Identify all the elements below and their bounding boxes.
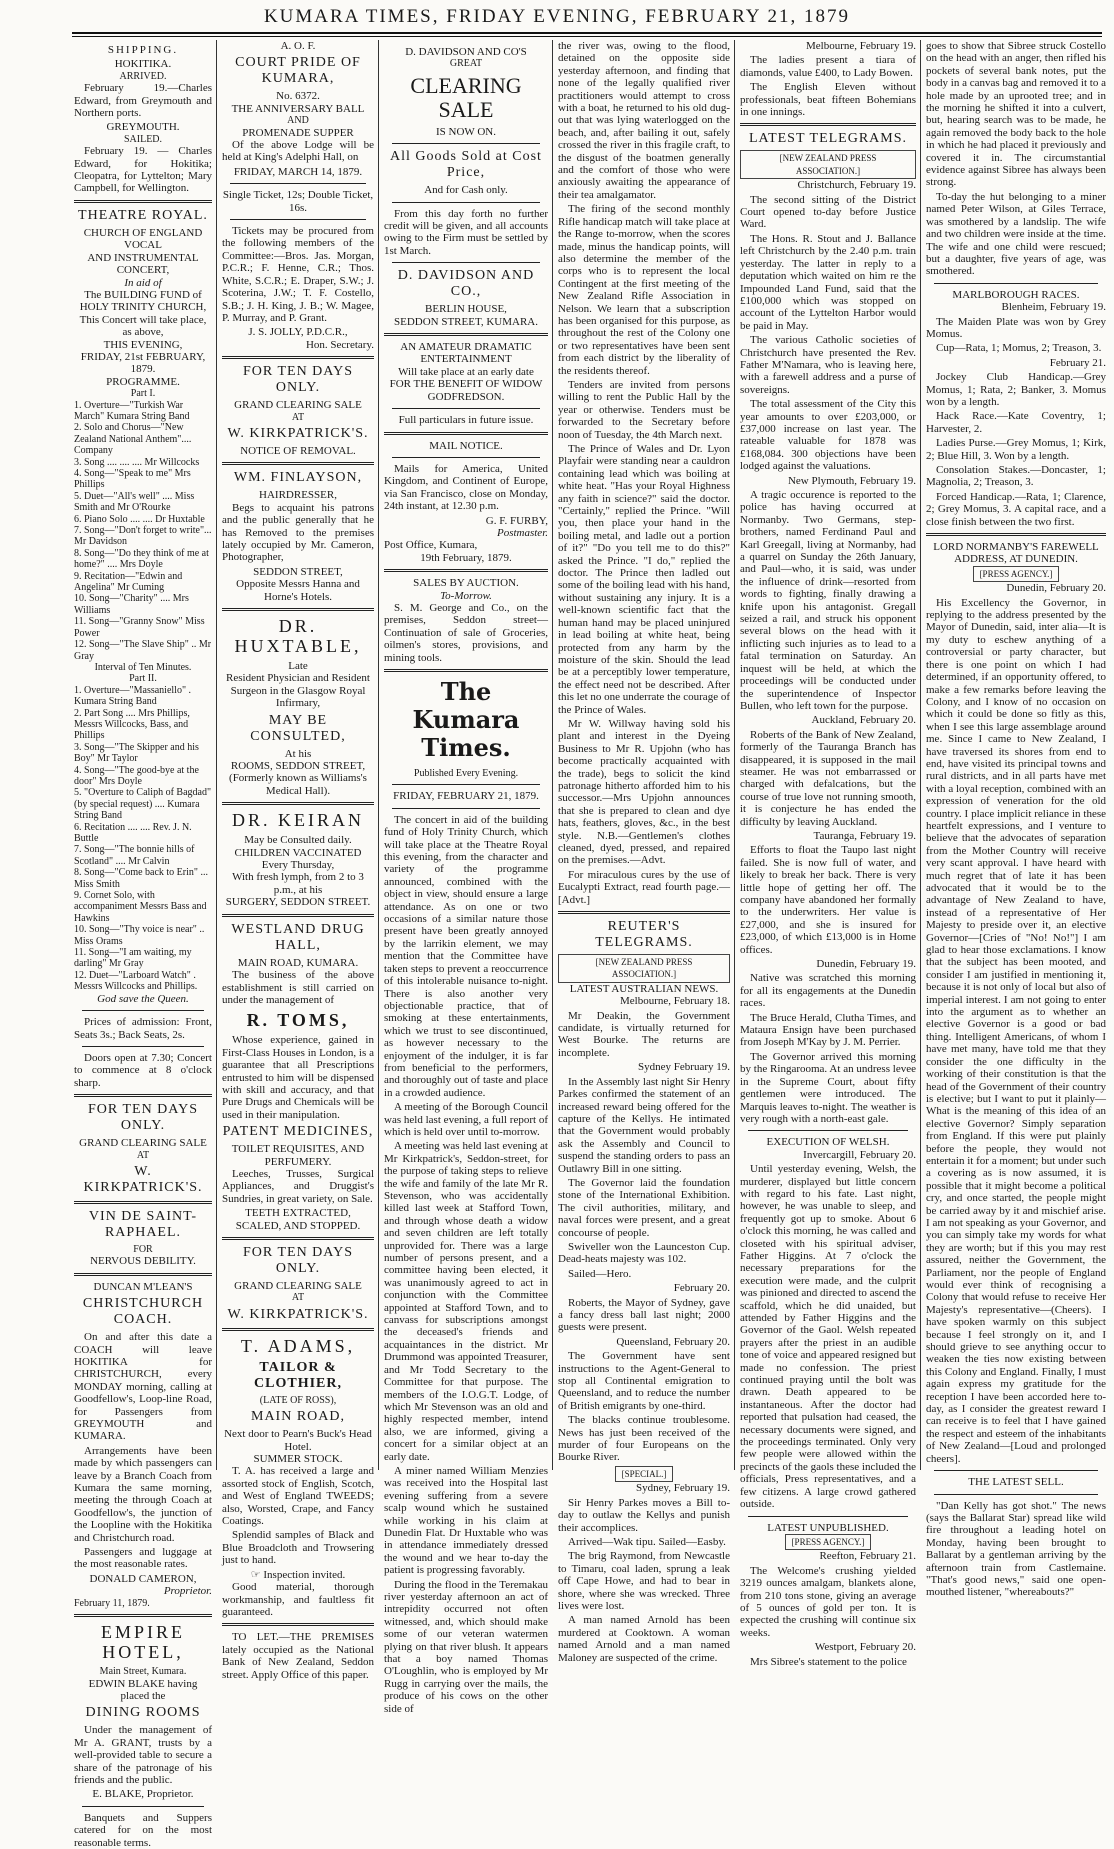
divider	[748, 1516, 908, 1517]
divider	[392, 202, 540, 203]
programme-item: 6. Piano Solo .... .... Dr Huxtable	[74, 513, 205, 525]
programme-item: 1. Overture—"Massaniello" . Kumara String Band	[74, 684, 192, 708]
inspection-invited	[222, 1569, 374, 1581]
for-text: FOR	[133, 1243, 153, 1255]
hon-secretary: Hon. Secretary.	[305, 338, 374, 351]
benefit-text: FOR THE BENEFIT OF WIDOW GODFREDSON.	[389, 378, 543, 403]
e-blake-proprietor: E. BLAKE, Proprietor.	[92, 1788, 194, 1801]
news-item: A tragic occurence is reported to the police has having occurred at Normanby. Two Germans, step-brothers, named Ferdinand Paul and Karl Greegall, living at Normanby, had a quarrel on Sunday the 26th January, and Paul—who, it is said, was under the influence of drink—resorted from words to fighting, finally drawing a knife upon his antagonist. Gregall seized a rail, and struck his opponent several blows on the head with it inflicting such injuries as to lead to a fatal termination on Saturday. An inquest will be held, at which the proceedings will be conducted under the superintendence of Inspector Bullen, who left town for the purpose.	[740, 489, 916, 712]
inspection-text: Inspection invited.	[263, 1568, 346, 1581]
divider	[74, 1614, 212, 1617]
mail-notice: MAIL NOTICE.	[429, 439, 503, 452]
race-result: Ladies Purse.—Grey Momus, 1; Kirk, 2; Blue Hill, 3. Won by a length.	[926, 437, 1106, 462]
dateline: Auckland, February 20.	[811, 714, 916, 727]
programme-item: 4. Song—"The good-bye at the door" Mrs Doyle	[74, 764, 199, 787]
adams-heading: T. ADAMS,	[240, 1335, 356, 1356]
tomorrow-label: To-Morrow.	[440, 589, 492, 602]
column-separator	[734, 40, 735, 1470]
press-association-label: [NEW ZEALAND PRESS ASSOCIATION.]	[740, 150, 916, 179]
concert-date: FRIDAY, 21st FEBRUARY, 1879.	[80, 350, 206, 376]
dateline: Melbourne, February 18.	[620, 995, 730, 1008]
great-text: GREAT	[449, 58, 483, 70]
will-take-place: Will take place at an early date	[398, 365, 534, 378]
at-text: AT	[291, 1292, 305, 1304]
ball-date: FRIDAY, MARCH 14, 1879.	[233, 165, 363, 178]
divider	[222, 462, 374, 465]
programme-item: 3. Song .... .... .... Mr Willcocks	[74, 456, 200, 468]
divider	[392, 808, 540, 809]
news-item: The Bruce Herald, Clutha Times, and Mataura Ensign have been purchased from Joseph M'Kay by J. M. Perrier.	[740, 1011, 916, 1049]
clearing-sale-text: GRAND CLEARING SALE	[79, 1137, 207, 1150]
news-item: Sailed—Hero.	[568, 1267, 632, 1280]
news-item: To-day the hut belonging to a miner named Peter Wilson, at Giles Terrace, was smothered by a landslip. The wife and two children were inside at the time. The wife and one child were rescued; but a daughter, five years of age, was smothered.	[926, 190, 1106, 278]
divider	[222, 802, 374, 805]
masthead: KUMARA TIMES, FRIDAY EVENING, FEBRUARY 21, 1879	[263, 6, 851, 27]
davidson-heading: D. DAVIDSON AND CO'S	[405, 46, 527, 58]
news-item: Mr Deakin, the Government candidate, is virtually returned for West Bourke. The returns are incomplete.	[558, 1009, 730, 1059]
latest-australian: LATEST AUSTRALIAN NEWS.	[569, 982, 719, 995]
news-item: In the Assembly last night Sir Henry Parkes confirmed the statement of an increased reward being offered for the capture of the Kellys. He intimated that the Government would probably ask the Assembly and Council to suspend the standing orders to pass an Outlawry Bill in one sitting.	[558, 1075, 730, 1175]
now-on-text: IS NOW ON.	[436, 125, 496, 138]
banquets-text: Banquets and Suppers catered for on the most reasonable terms.	[74, 1811, 212, 1849]
children-vaccinated: CHILDREN VACCINATED	[234, 846, 362, 859]
divider	[384, 569, 548, 572]
ten-days-heading: FOR TEN DAYS ONLY.	[242, 364, 354, 396]
dateline: February 21.	[1049, 356, 1106, 369]
press-association-label: [NEW ZEALAND PRESS ASSOCIATION.]	[558, 954, 730, 983]
programme-item: 2. Solo and Chorus—"New Zealand National Anthem".... Company	[74, 422, 192, 457]
latest-unpublished: LATEST UNPUBLISHED.	[767, 1521, 889, 1534]
sales-auction: SALES BY AUCTION.	[413, 577, 519, 590]
adams-stock-text: T. A. has received a large and assorted stock of English, Scotch, and West of England TWEEDS; also, Worsted, Crape, and Fancy Coatings.	[222, 1465, 374, 1528]
edwin-blake-text: EDWIN BLAKE having placed the	[88, 1677, 198, 1702]
programme-part-1	[74, 400, 212, 662]
dateline: Westport, February 20.	[814, 1641, 916, 1654]
divider	[934, 1470, 1098, 1471]
news-item: Arrived—Wak tipu. Sailed—Easby.	[568, 1535, 726, 1548]
coach-heading: CHRISTCHURCH COACH.	[82, 1296, 204, 1328]
news-item: The ladies present a tiara of diamonds, value £400, to Lady Bowen.	[740, 54, 916, 79]
divider	[82, 1010, 204, 1011]
promenade-supper: PROMENADE SUPPER	[242, 126, 354, 139]
race-result: Consolation Stakes.—Doncaster, 1; Magnolia, 2; Treason, 3.	[926, 464, 1106, 489]
programme-item: 5. Duet—"All's well" .... Miss Smith and Mr O'Rourke	[74, 490, 195, 514]
main-road-kumara: MAIN ROAD, KUMARA.	[237, 956, 359, 969]
aof-heading: A. O. F.	[280, 40, 316, 52]
vin-heading: VIN DE SAINT-RAPHAEL.	[88, 1208, 198, 1240]
column-separator	[920, 40, 921, 1470]
divider	[230, 219, 366, 220]
news-item: The total assessment of the City this year amounts to over £203,000, or £37,000 increase on last year. The rateable valuable for 1878 was £168,084. 300 objections have been lodged against the valuations.	[740, 398, 916, 473]
post-office: Post Office, Kumara,	[384, 539, 478, 552]
news-item: The blacks continue troublesome. News has just been received of the murder of four Europeans on the Bourke River.	[558, 1414, 730, 1464]
programme-heading: PROGRAMME.	[106, 375, 180, 388]
divider	[384, 432, 548, 435]
dateline: Reefton, February 21.	[819, 1550, 916, 1563]
programme-item: 7. Song—"Don't forget to write"... Mr Davidson	[74, 525, 212, 548]
amateur-dramatic: AN AMATEUR DRAMATIC ENTERTAINMENT	[400, 341, 532, 366]
divider	[222, 1237, 374, 1240]
news-item: Sir Henry Parkes moves a Bill to-day to outlaw the Kellys and punish their accomplices.	[558, 1496, 730, 1534]
news-item: The various Catholic societies of Christchurch have presented the Rev. Father M'Namara, who is leaving here, with a farewell address and a purse of sovereigns.	[740, 334, 916, 396]
divider	[74, 200, 212, 203]
divider	[740, 123, 916, 126]
marlborough-races: MARLBOROUGH RACES.	[952, 288, 1080, 301]
race-result: Jockey Club Handicap.—Grey Momus, 1; Rata, 2; Banker, 3. Momus won by a length.	[926, 371, 1106, 408]
programme-item: 2. Part Song .... Mrs Phillips, Messrs Willcocks, Bass, and Phillips	[74, 707, 190, 742]
god-save-queen: God save the Queen.	[97, 992, 189, 1005]
clearing-sale-text: GRAND CLEARING SALE	[234, 399, 362, 412]
special-label: [SPECIAL.]	[615, 1466, 674, 1482]
latest-telegrams-heading: LATEST TELEGRAMS.	[748, 131, 908, 147]
postmaster-label: Postmaster.	[496, 526, 548, 539]
column-separator	[552, 40, 553, 1470]
programme-item: 9. Recitation—"Edwin and Angelina" Mr Cuming	[74, 570, 183, 594]
latest-sell-heading: THE LATEST SELL.	[968, 1476, 1064, 1489]
dateline: Blenheim, February 19.	[1001, 301, 1106, 314]
news-item: The Governor arrived this morning by the Ringarooma. At an undress levee in the Supreme Court, about fifty gentlemen were introduced. The Marquis leaves to-night. The weather is very rough with a north-east gale.	[740, 1050, 916, 1125]
court-number: No. 6372.	[276, 90, 320, 103]
tickets-text: Tickets may be procured from the following members of the Committee:—Bros. Jas. Morgan, P.C.R.; F. Henne, C.R.; Thos. White, S.C.R.; E. Draper, S.W.; J. Scoterina, J.W.; T. F. Costello, S.B.; J. H. King, J. B.; W. Magee, P. Murray, and P. Grant.	[222, 225, 374, 324]
consulted-daily: May be Consulted daily.	[244, 834, 352, 847]
sailed-text: February 19. — Charles Edward, for Hokitika; Cleopatra, for Lyttelton; Mary Campbell, for Wellington.	[74, 145, 212, 195]
race-result: Forced Handicap.—Rata, 1; Clarence, 2; Grey Momus, 3. A capital race, and a close finish between the two first.	[926, 490, 1106, 528]
dateline: Sydney February 19.	[638, 1061, 730, 1074]
george-text: S. M. George and Co., on the premises, Seddon street—Continuation of sale of Groceries, oilmen's stores, provisions, and mining tools.	[384, 601, 548, 664]
race-result: The Maiden Plate was won by Grey Momus.	[926, 315, 1106, 340]
normanby-heading: LORD NORMANBY'S FAREWELL ADDRESS, AT DUNEDIN.	[933, 541, 1099, 566]
news-item: The brig Raymond, from Newcastle to Timaru, coal laden, sprung a leak off Cape Howe, and had to bear in shore, where she was wrecked. Three lives were lost.	[558, 1550, 730, 1612]
news-item: The Governor laid the foundation stone of the International Exhibition. The civil authorities, military, and naval forces were present, and a great concourse of people.	[558, 1176, 730, 1239]
shipping-heading: SHIPPING.	[107, 44, 179, 56]
anniversary-ball: THE ANNIVERSARY BALL	[231, 102, 365, 115]
leeches-text: Leeches, Trusses, Surgical Appliances, and Druggist's Sundries, in great variety, on Sale.	[222, 1167, 374, 1205]
editorial-paragraph: A meeting of the Borough Council was held last evening, a full report of which is held over until to-morrow.	[384, 1101, 548, 1138]
news-item: goes to show that Sibree struck Costello on the head with an anger, then rifled his pockets of several bank notes, put the body in a canvas bag and removed it to a hole made by an uprooted tree; and in the morning he shifted it into a culvert, but, hearing search was to be made, he again removed the body back to the hole in which he had placed it previously and covered it in. The circumstantial evidence against Sibree has always been strong.	[926, 40, 1106, 189]
dateline: Dunedin, February 19.	[816, 958, 916, 971]
race-result: Hack Race.—Kate Coventry, 1; Harvester, 2.	[926, 410, 1106, 435]
mails-text: Mails for America, United Kingdom, and Continent of Europe, via San Francisco, close on Monday, 24th instant, at 12.30 p.m.	[384, 462, 548, 513]
at-text: AT	[291, 411, 305, 423]
westland-drug-hall-heading: WESTLAND DRUG HALL,	[231, 921, 365, 953]
masthead-rule-thin	[72, 36, 1102, 37]
divider	[74, 1201, 212, 1204]
hairdresser-label: HAIRDRESSER,	[259, 489, 337, 502]
divider	[934, 283, 1098, 284]
jolly-name: J. S. JOLLY, P.D.C.R.,	[248, 326, 348, 339]
news-paragraph: The Prince of Wales and Dr. Lyon Playfair were standing near a cauldron containing lead which was boiling at white heat. "Has your Royal Highness any faith in science?" said the doctor. "Certainly," replied the Prince. "Will you, then place your hand in the boiling metal, and ladle out a portion of it?" "Do you tell me to do this?" asked the Prince. "I do," replied the doctor. The Prince then ladled out some of the boiling lead with his hand, without sustaining any injury. It is a well-known scientific fact that the human hand may be placed uninjured in lead boiling at white heat, being protected from any harm by the moisture of the skin. Should the lead be at a perceptibly lower temperature, the effect need not be described. After this let no one underrate the courage of the Prince of Wales.	[558, 443, 730, 716]
may-be-consulted: MAY BE CONSULTED,	[250, 712, 346, 744]
furby-name: G. F. FURBY,	[485, 514, 548, 527]
programme-item: 3. Song—"The Skipper and his Boy" Mr Taylor	[74, 741, 199, 765]
divider	[222, 356, 374, 359]
nervous-debility: NERVOUS DEBILITY.	[90, 1255, 196, 1268]
programme-item: 8. Song—"Do they think of me at home?" .... Mrs Doyle	[74, 547, 209, 571]
divider	[934, 1494, 1098, 1495]
ten-days-heading: FOR TEN DAYS ONLY.	[87, 1102, 199, 1134]
reuters-heading: REUTER'S TELEGRAMS.	[595, 919, 693, 951]
cash-only-text: And for Cash only.	[424, 184, 508, 197]
news-item: The English Eleven without professionals, beat fifteen Bohemians in one innings.	[740, 81, 916, 119]
divider	[384, 333, 548, 336]
column-separator	[216, 40, 217, 1470]
in-aid-text: In aid of	[124, 276, 162, 289]
divider	[384, 669, 548, 672]
divider	[222, 914, 374, 917]
adams-samples-text: Splendid samples of Black and Blue Broadcloth and Trowsering just to hand.	[222, 1529, 374, 1567]
programme-item: 12. Song—"The Slave Ship" .. Mr Gray	[74, 639, 212, 662]
column-4	[558, 40, 730, 1664]
programme-item: 4. Song—"Speak to me" Mrs Phillips	[74, 468, 191, 491]
divider	[558, 911, 730, 914]
divider	[82, 1806, 204, 1807]
every-thursday: Every Thursday,	[261, 859, 335, 872]
berlin-house: BERLIN HOUSE,	[425, 303, 507, 316]
news-item: Until yesterday evening, Welsh, the murderer, displayed but little concern with regard to his fate. Last night, however, he was unable to sleep, and frequently got up to smoke. About 6 o'clock this morning, he was called and closeted with his spiritual adviser, Father Higgins. At 7 o'clock the necessary preparations for the execution were made, and the culprit was pinioned and directed to ascend the scaffold, which he did unaided, but attended by Father Higgins and the Governor of the Gaol. Welsh repeated prayers after the priest in an audible tone of voice and appeared resigned but made no confession. The priest continued praying until the bolt was drawn. Death appeared to be instantaneous. After the doctor had reported that pulsation had ceased, the necessary documents were signed, and the proceedings terminated. Only very few people were allowed within the precincts of the gaols these included the officials, Press representatives, and a few citizens. A large crowd gathered outside.	[740, 1163, 916, 1511]
workmanship-text: Good material, thorough workmanship, and faultless fit guaranteed.	[222, 1581, 374, 1618]
governor-speech: His Excellency the Governor, in replying to the address presented by the Mayor of Dunedin, said, inter alia—It is my duty to eschew anything of a controversial or party character, but there is one point on which I had determined, if an opportunity offered, to make a few remarks before leaving the Colony, and I know of no occasion on which it could be done so fitly as this, when I see this large assemblage around me. Since I came to New Zealand, I have traversed its shores from end to end, have visited its principal towns and rural districts, and in all parts have met with a loyal reception, combined with an expression of veneration for the old country. I place implicit reliance in these heartfelt expressions, and I venture to believe that the advocates of separation from the Mother Country will receive very scant approval. I have heard with much regret that of late it has been advocated that it would be to the advantage of New Zealand to have, instead of a representative of Her Majesty to preside over it, an elective Governor—[Cries of "No! No!"] I am glad to hear those exclamations. I know that the subject has been mooted, and consider I am justified in mentioning it, because it is not only of local but also of imperial interest. I am not going to enter into the argument as to whether an elective Governor is a good or bad thing. Intelligent Americans, of whom I have met many, have told me that they consider the one difficulty in the working of their constitution is that the head of the Government of their country is elective; but I want to put it plainly—What is the meaning of this idea of an elective Governor? Simply separation from England. If this were put plainly before the people, they would not entertain it for a moment; but under such a covering as is now assumed, it is possible that it might become a political cry, and once started, the people might be carried away by it and mischief arise. I am not speaking as your Governor, and you can simply take my words for what they are worth; but if this you may rest assured, neither the Government, the Parliament, nor the people of England would ever think of recognising a Colony that would refuse to receive Her Majesty's representative—(Cheers). I have spoken warmly on this subject because I feel strongly on it, and I should grieve to see anything occur to weaken the ties now existing between this Colony and England. Finally, I must again express my gratitude for the reception I have been accorded here to-day, as I consider the greatest reward I can receive is to feel that I have gained the respect and esteem of the inhabitants of New Zealand—[Loud and prolonged cheers].	[926, 596, 1106, 1465]
divider	[926, 533, 1106, 536]
part-2-heading: Part II.	[129, 673, 157, 685]
column-5	[740, 40, 916, 1668]
news-paragraph: the river was, owing to the flood, detained on the opposite side yesterday afternoon, and finding that none of the legally qualified river practitioners would attempt to cross with a boat, he returned to his old dug-out that was lying waterlogged on the beach, and, after bailing it out, safely crossed the river in this fragile craft, to the disgust of the boatmen generally and the comfort of those who were anxiously awaiting the appearance of their tea amalgamator.	[558, 40, 730, 201]
news-item: Swiveller won the Launceston Cup. Dead-heats majesty was 102.	[558, 1240, 730, 1266]
clearing-sale-text: GRAND CLEARING SALE	[234, 1280, 362, 1292]
seddon-kumara: SEDDON STREET, KUMARA.	[393, 315, 539, 328]
this-evening: THIS EVENING,	[103, 338, 183, 351]
arrived-label: ARRIVED.	[119, 70, 167, 82]
newspaper-title: The Kumara Times.	[412, 677, 520, 762]
editorial-paragraph: During the flood in the Teremakau river yesterday afternoon an act of intrepidity occurred not often witnessed, and, which should make some of our veteran watermen plying on that river blush. It appears that a boy named Thomas O'Loughlin, who is employed by Mr Rugg in carrying over the mails, the produce of his cows on the other side of	[384, 1578, 548, 1715]
formerly-text: (Formerly known as Williams's Medical Hall).	[229, 772, 367, 797]
news-item: Mrs Sibree's statement to the police	[750, 1655, 907, 1668]
rooms-seddon: ROOMS, SEDDON STREET,	[230, 760, 366, 773]
divider	[74, 1094, 212, 1097]
programme-item: 8. Song—"Come back to Erin" ... Miss Smith	[74, 867, 208, 890]
news-paragraph: For miraculous cures by the use of Eucalypti Extract, read fourth page.—[Advt.]	[558, 868, 730, 906]
kirkpatrick-heading: W. KIRKPATRICK'S.	[83, 1163, 203, 1195]
column-2	[222, 40, 374, 1681]
dateline: New Plymouth, February 19.	[787, 474, 916, 487]
proprietor-label: Proprietor.	[163, 1585, 212, 1598]
masthead-rule	[72, 32, 1102, 34]
press-agency-label: [PRESS AGENCY.]	[785, 1534, 872, 1550]
toms-text: Whose experience, gained in First-Class Houses in London, is a guarantee that all Prescriptions entrusted to him will be dispensed with skill and accuracy, and that Pure Drugs and Chemicals will be used in their manipulation.	[222, 1034, 374, 1121]
dateline: Christchurch, February 19.	[797, 179, 916, 192]
published-label: Published Every Evening.	[413, 768, 519, 779]
dateline: February 20.	[673, 1282, 730, 1295]
divider	[392, 143, 540, 144]
news-item: Roberts, the Mayor of Sydney, gave a fancy dress ball last night; 2000 guests were present.	[558, 1296, 730, 1334]
execution-heading: EXECUTION OF WELSH.	[766, 1136, 890, 1149]
surgery-seddon: SURGERY, SEDDON STREET.	[225, 896, 371, 909]
editorial-paragraph: A miner named William Menzies was received into the Hospital last evening suffering from a severe scalp wound which he sustained while working in his claim at Dunedin Flat. Dr Huxtable who was in attendance immediately dressed the wound and we hear to-day the patient is progressing favorably.	[384, 1464, 548, 1577]
duncan-mclean: DUNCAN M'LEAN'S	[93, 1280, 193, 1293]
finlayson-heading: WM. FINLAYSON,	[233, 470, 363, 486]
toms-heading: R. TOMS,	[246, 1010, 350, 1031]
dateline: Melbourne, February 19.	[806, 40, 916, 52]
news-item: Roberts of the Bank of New Zealand, formerly of the Tauranga Branch has disappeared, it is supposed in the mail steamer. He was not embarrassed or charged with defalcations, but the course of true love not running smooth, it is conjecture he has ended the difficulty by leaving Auckland.	[740, 728, 916, 828]
credit-text: From this day forth no further credit will be given, and all accounts owing to the Firm must be settled by 1st March.	[384, 207, 548, 257]
divider	[392, 457, 540, 458]
dateline: Dunedin, February 20.	[1006, 582, 1106, 595]
news-paragraph: Tenders are invited from persons willing to rent the Public Hall by the year or otherwise. Tenders must be forwarded to the Secretary before noon of Tuesday, the 4th March next.	[558, 378, 730, 441]
kirkpatrick-heading: W. KIRKPATRICK'S.	[227, 1306, 369, 1322]
news-paragraph: Mr W. Willway having sold his plant and interest in the Dyeing Business to Mr R. Upjohn (who has become practically acquainted with the trade), begs to solicit the kind patronage hitherto afforded him to his successor.—Mrs Upjohn announces that she is prepared to clean and dye hats, feathers, gloves, &c., in the best style. N.B.—Gentlemen's clothes cleaned, dyed, pressed, and repaired on the premises.—Advt.	[558, 717, 730, 867]
next-door-text: Next door to Pearn's Buck's Head Hotel.	[224, 1428, 372, 1453]
lymph-text: With fresh lymph, from 2 to 3 p.m., at his	[232, 871, 364, 896]
dateline: Sydney, February 19.	[636, 1482, 730, 1495]
ticket-prices: Single Ticket, 12s; Double Ticket, 16s.	[222, 189, 374, 214]
divider	[230, 183, 366, 184]
and-text: AND	[287, 115, 309, 127]
summer-stock: SUMMER STOCK.	[253, 1453, 343, 1466]
empire-hotel-heading: EMPIRE HOTEL,	[100, 1622, 185, 1663]
to-let-text: TO LET.—THE PREMISES lately occupied as the National Bank of New Zealand, Seddon street. Apply Office of this paper.	[222, 1631, 374, 1681]
ten-days-heading: FOR TEN DAYS ONLY.	[242, 1245, 354, 1276]
tailor-clothier: TAILOR & CLOTHIER,	[254, 1359, 342, 1391]
resident-text: Resident Physician and Resident Surgeon in the Glasgow Royal Infirmary,	[226, 672, 370, 710]
main-road: MAIN ROAD,	[251, 1409, 345, 1425]
news-item: The Welcome's crushing yielded 3219 ounces amalgam, blankets alone, from 210 tons stone, giving an average of 5 ounces of gold per ton. It is expected the crushing will continue six weeks.	[740, 1564, 916, 1639]
column-3	[384, 40, 548, 1715]
coach-arrangements: Arrangements have been made by which passengers can leave by a Branch Coach from Kumara the same morning, meeting the through Coach at Goodfellow's, the junction of the Loopline with the Hokitika and Christchurch road.	[74, 1444, 212, 1544]
at-his-text: At his	[284, 747, 312, 760]
news-paragraph: The firing of the second monthly Rifle handicap match will take place at the Range to-morrow, when the scores made, minus the handicap points, will also determine the member of the corps who is to represent the local Contingent at the first meeting of the New Zealand Rifle Association in Nelson. We learn that a subscription has been organised for this purpose, as throughout the rest of the Colony one or two representatives have been sent from each district by the liberality of the residents thereof.	[558, 203, 730, 377]
divider	[82, 1046, 204, 1047]
news-item: The second sitting of the District Court opened to-day before Justice Ward.	[740, 193, 916, 231]
news-item: Native was scratched this morning for all its engagements at the Dunedin races.	[740, 972, 916, 1010]
finlayson-text: Begs to acquaint his patrons and the public generally that he has Removed to the premises lately occupied by Mr. Cameron, Photographer,	[222, 501, 374, 564]
editorial-paragraph: The concert in aid of the building fund of Holy Trinity Church, which will take place at the Theatre Royal this evening, from the character and variety of the programme announced, combined with the object in view, should ensure a large attendance. As on one or two occasions of a similar nature those present have been greatly annoyed by the larrikin element, we may mention that the Committee have taken steps to prevent a reoccurrence of this intolerable nuisance to-night. There is also another very objectionable practice, that of smoking at these entertainments, which we trust to see discontinued, as however necessary to the enjoyment of the indulger, it is far from beneficial to the performers, and thoroughly out of taste and place in a crowded audience.	[384, 813, 548, 1099]
programme-item: 1. Overture—"Turkish War March" Kumara String Band	[74, 399, 190, 422]
sailed-label: SAILED.	[123, 133, 163, 145]
business-text: The business of the above establishment is still carried on under the management of	[222, 969, 374, 1006]
programme-item: 10. Song—"Thy voice is near" .. Miss Orams	[74, 924, 205, 947]
programme-item: 5. "Overture to Caliph of Bagdad" (by special request) .... Kumara String Band	[74, 787, 212, 822]
divider	[222, 1328, 374, 1331]
programme-item: 11. Song—"I am waiting, my darling" Mr Gray	[74, 947, 192, 970]
editorial-date: FRIDAY, FEBRUARY 21, 1879.	[393, 790, 539, 803]
programme-item: 10. Song—"Charity" .... Mrs Williams	[74, 593, 189, 616]
dateline: Queensland, February 20.	[616, 1335, 730, 1348]
hokitika-heading: HOKITIKA.	[114, 58, 172, 71]
news-item: Efforts to float the Taupo last night failed. She is now full of water, and likely to break her back. There is very little hope of getting her off. The company have abandoned her formally to the underwriters. Her value is £27,000, and she is insured for £23,000, of which £13,000 is in Home offices.	[740, 844, 916, 956]
press-agency-label: [PRESS AGENCY.]	[973, 566, 1060, 582]
coach-text: On and after this date a COACH will leave HOKITIKA for CHRISTCHURCH, every MONDAY morning, calling at Goodfellow's, Loop-line Road, for Passengers from GREYMOUTH and KUMARA.	[74, 1331, 212, 1443]
notice-removal: NOTICE OF REMOVAL.	[240, 444, 356, 457]
davidson-co: D. DAVIDSON AND CO.,	[397, 268, 535, 300]
particulars-text: Full particulars in future issue.	[398, 414, 534, 427]
court-pride-heading: COURT PRIDE OF KUMARA,	[235, 55, 361, 87]
divider	[74, 1273, 212, 1276]
latest-sell-text: "Dan Kelly has got shot." The news (says the Ballarat Star) spread like wild fire throughout a leading hotel on Monday, having been brought to Ballarat by a gentleman arriving by the afternoon train from Castlemaine. "That's good news," said one open-mouthed listener, "whereabouts?"	[926, 1499, 1106, 1599]
admission-prices: Prices of admission: Front, Seats 3s.; Back Seats, 2s.	[74, 1016, 212, 1041]
concert-text: This Concert will take place, as above,	[79, 313, 207, 339]
news-item: The Government have sent instructions to the Agent-General to stop all Continental emigration to Queensland, and to reduce the number of British emigrants by one-third.	[558, 1350, 730, 1412]
clearing-sale-heading: CLEARING SALE	[410, 72, 522, 122]
divider	[392, 262, 540, 263]
programme-item: 7. Song—"The bonnie hills of Scotland" .... Mr Calvin	[74, 844, 195, 867]
editorial-paragraph: A meeting was held last evening at Mr Kirkpatrick's, Seddon-street, for the purpose of taking steps to relieve the wife and family of the late Mr R. Stevenson, who was accidentally killed last week at Stafford Town, and through whose death a widow and seven children are left totally unprovided for. There was a large number of persons present, and a committee having been elected, it was unanimously agreed to act in conjunction with the Committee appointed at Stafford Town, and to canvass for subscriptions amongst the deceased's friends and acquaintances in the district. Mr Drummond was appointed Treasurer, and Mr Todd Secretary to the Committee for that purpose. The members of the I.O.G.T. Lodge, of which Mr Stevenson was an old and highly respected member, intend also, we are informed, giving a concert for a similar object at an early date.	[384, 1140, 548, 1463]
programme-part-2	[74, 685, 212, 993]
teeth-text: TEETH EXTRACTED, SCALED, AND STOPPED.	[235, 1207, 361, 1232]
post-date: 19th February, 1879.	[420, 551, 512, 564]
programme-item: 12. Duet—"Larboard Watch" . Messrs Willcocks and Phillips.	[74, 969, 198, 993]
toilet-requisites: TOILET REQUISITES, AND PERFUMERY.	[231, 1143, 365, 1168]
arrived-text: February 19.—Charles Edward, from Greymouth and Northern ports.	[74, 82, 212, 120]
lodge-text: Of the above Lodge will be held at King's Adelphi Hall, on	[222, 139, 374, 164]
programme-item: 9. Cornet Solo, with accompaniment Messrs Bass and Hawkins	[74, 890, 207, 924]
news-item: A man named Arnold has been murdered at Cooktown. A woman named Arnold and a man named Maloney are suspected of the crime.	[558, 1614, 730, 1664]
main-street-text: Main Street, Kumara.	[99, 1666, 187, 1678]
divider	[392, 408, 540, 409]
column-separator	[378, 40, 379, 1470]
pointing-hand-icon: ☞	[250, 1568, 264, 1581]
race-result: Cup—Rata, 1; Momus, 2; Treason, 3.	[936, 342, 1102, 355]
coach-passengers: Passengers and luggage at the most reasonable rates.	[74, 1546, 212, 1571]
divider	[222, 608, 374, 611]
huxtable-heading: DR. HUXTABLE,	[234, 616, 362, 656]
opposite-hotels: Opposite Messrs Hanna and Horne's Hotels.	[236, 578, 360, 603]
news-item: The Hons. R. Stout and J. Ballance left Christchurch by the 2.40 p.m. train yesterday. The latter in reply to a deputation which waited on him re the Impounded Land Fund, said that the £100,000 which was stopped on account of the Lyttelton Harbor would be paid in May.	[740, 232, 916, 332]
cost-price-text: All Goods Sold at Cost Price,	[390, 149, 542, 181]
programme-item: 6. Recitation .... .... Rev. J. N. Buttle	[74, 821, 192, 844]
part-1-heading: Part I.	[130, 388, 156, 400]
dateline: Tauranga, February 19.	[813, 829, 916, 842]
at-text: AT	[136, 1149, 150, 1161]
divider	[222, 1623, 374, 1626]
greymouth-heading: GREYMOUTH.	[106, 121, 180, 134]
patent-medicines: PATENT MEDICINES,	[222, 1124, 374, 1140]
church-heading: CHURCH OF ENGLAND VOCAL	[83, 226, 203, 252]
dining-rooms-heading: DINING ROOMS	[85, 1705, 201, 1721]
doors-open: Doors open at 7.30; Concert to commence at 8 o'clock sharp.	[74, 1051, 212, 1089]
kirkpatrick-heading: W. KIRKPATRICK'S.	[227, 425, 369, 441]
donald-cameron: DONALD CAMERON,	[89, 1572, 197, 1585]
building-fund-text: The BUILDING FUND of HOLY TRINITY CHURCH,	[79, 288, 207, 314]
programme-item: 11. Song—"Granny Snow" Miss Power	[74, 616, 205, 639]
divider	[392, 784, 540, 785]
late-of-ross: (LATE OF ROSS),	[259, 1394, 337, 1406]
keiran-heading: DR. KEIRAN	[232, 810, 364, 831]
column-1	[74, 40, 212, 1849]
dining-text: Under the management of Mr A. GRANT, trusts by a well-provided table to secure a share of the patronage of his friends and the public.	[74, 1724, 212, 1786]
late-label: Late	[288, 660, 308, 672]
coach-date: February 11, 1879.	[74, 1597, 150, 1609]
concert-heading: AND INSTRUMENTAL CONCERT,	[87, 251, 199, 277]
interval-text: Interval of Ten Minutes.	[94, 661, 192, 673]
seddon-street: SEDDON STREET,	[253, 565, 343, 578]
divider	[748, 1130, 908, 1131]
column-6	[926, 40, 1106, 1599]
dateline: Invercargill, February 20.	[803, 1148, 916, 1161]
theatre-royal-heading: THEATRE ROYAL.	[78, 207, 208, 223]
